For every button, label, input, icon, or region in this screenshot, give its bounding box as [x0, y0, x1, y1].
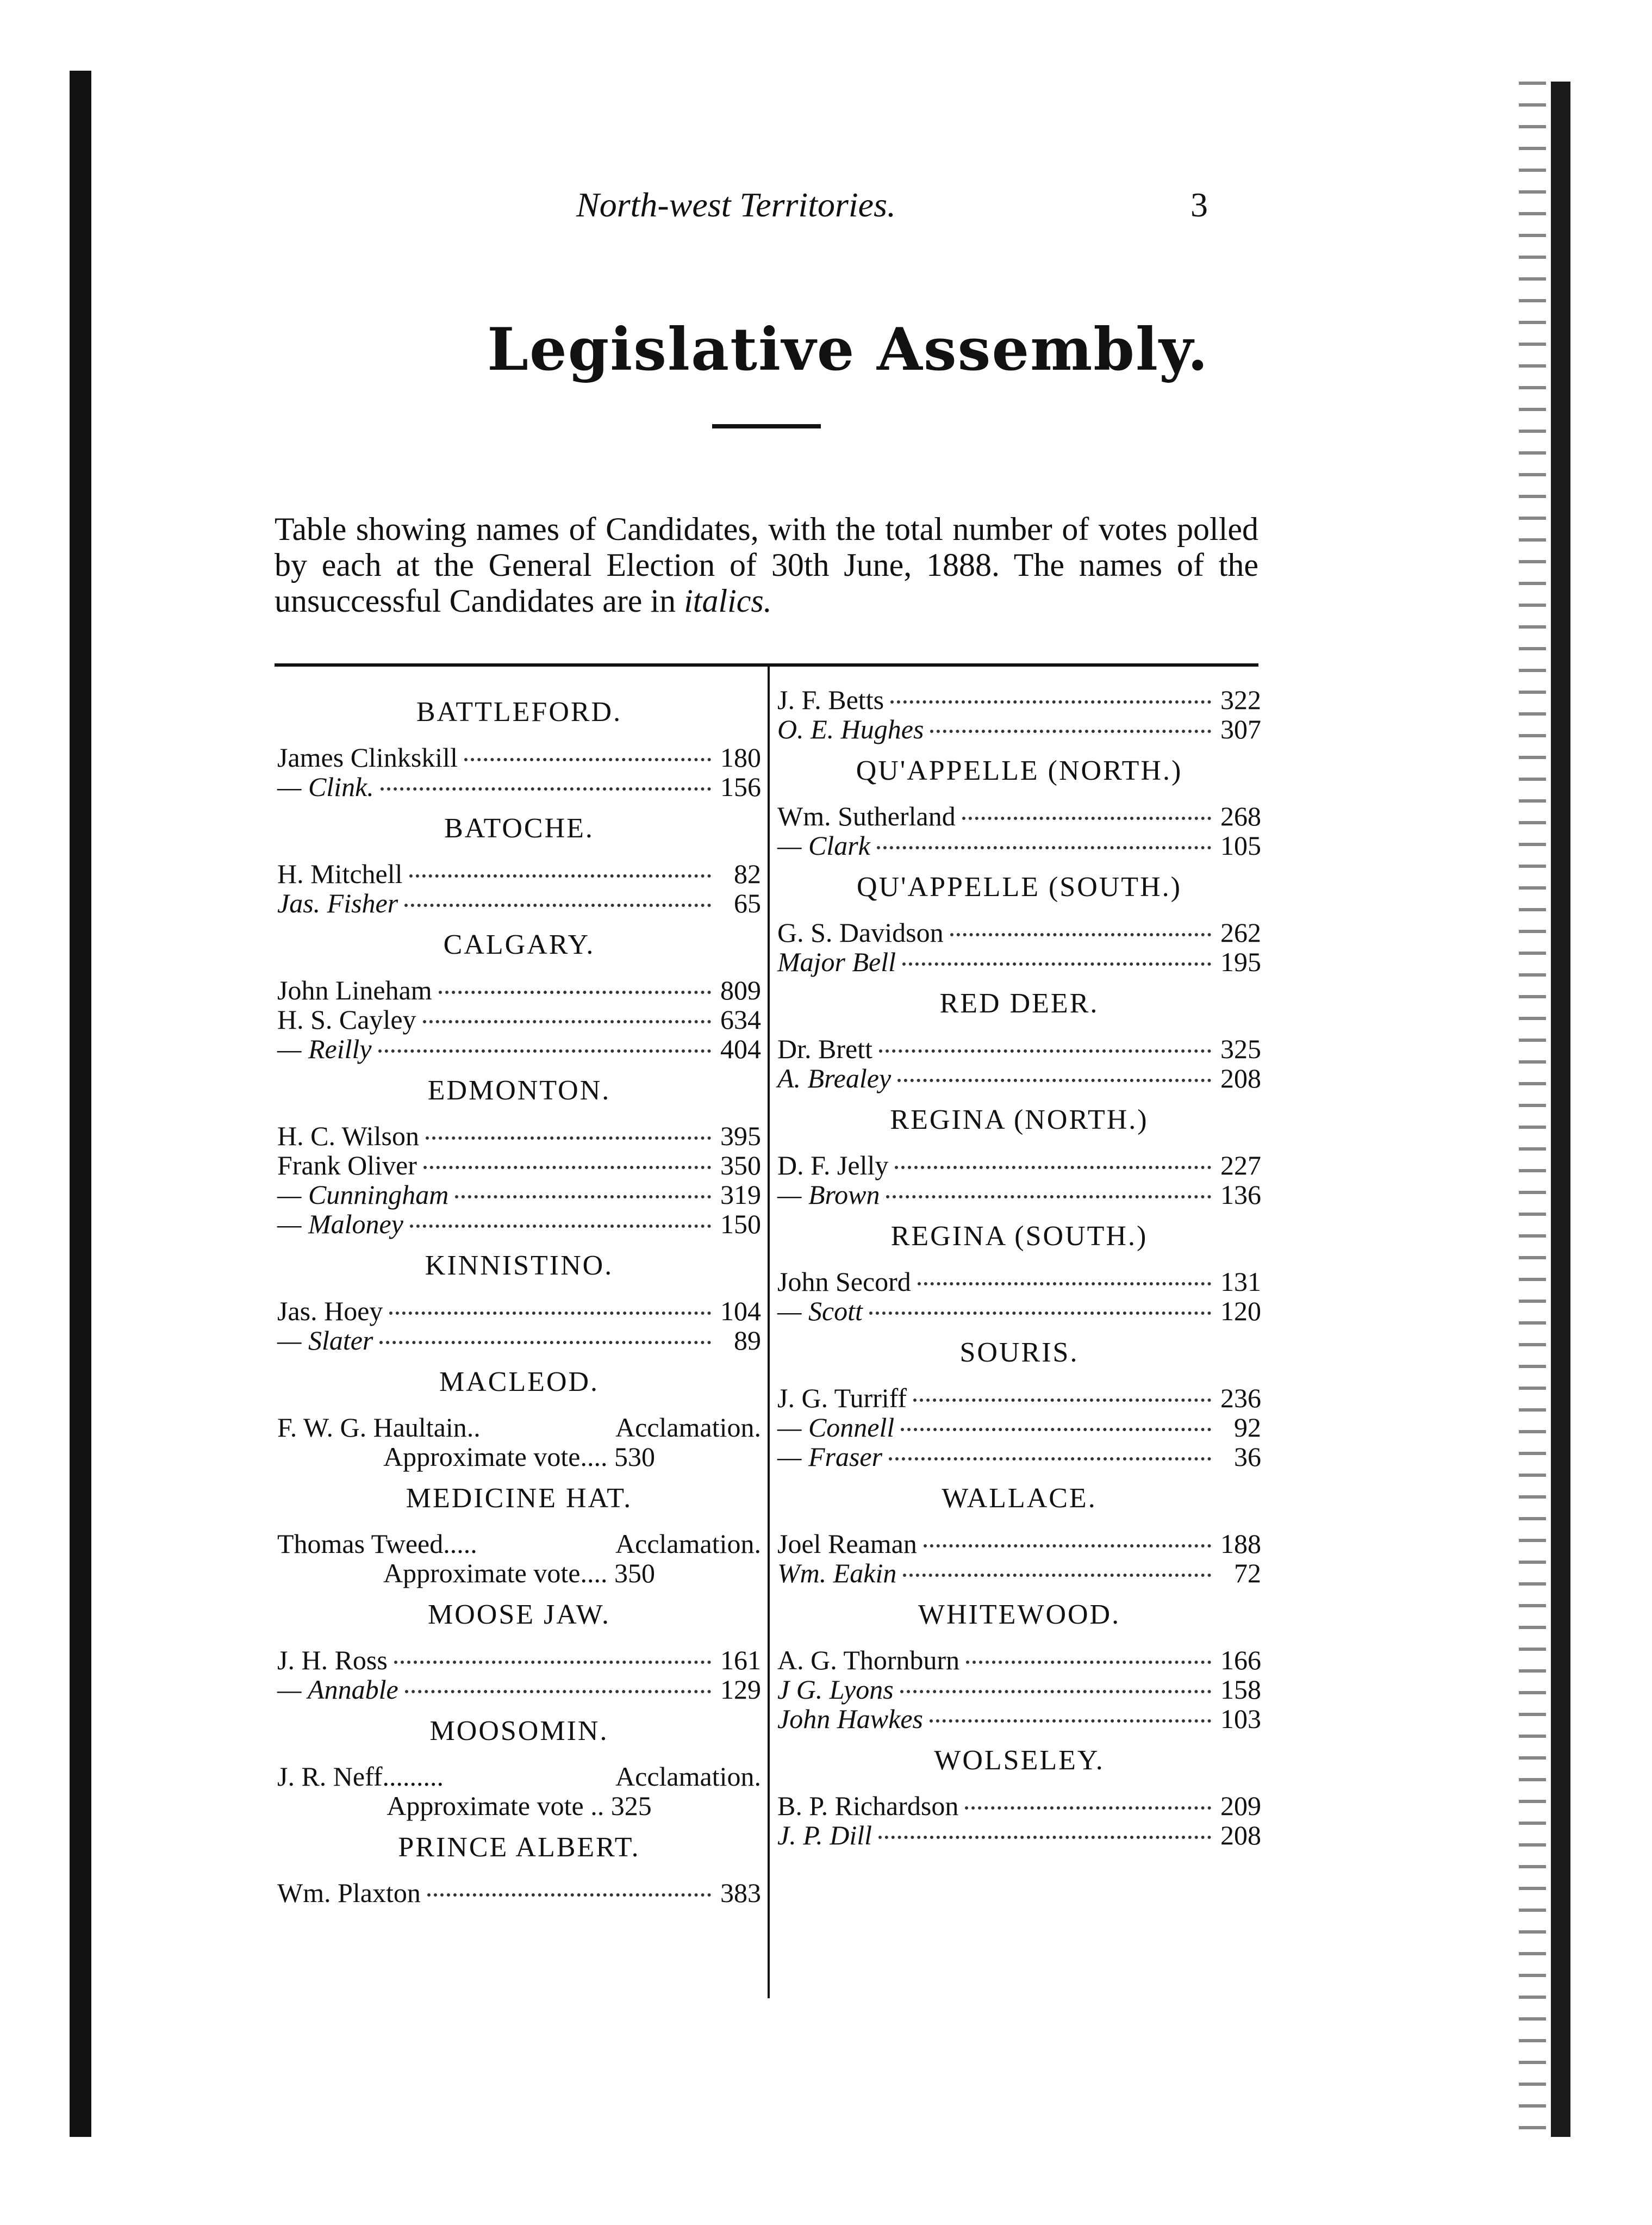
candidate-row [777, 714, 1261, 744]
candidate-row [277, 859, 761, 888]
candidate-row [777, 1558, 1261, 1588]
candidate-row [777, 1034, 1261, 1064]
dot-leader [950, 933, 1211, 936]
candidate-name: Joel Reaman [777, 1528, 917, 1559]
candidate-name: H. S. Cayley [277, 1004, 416, 1035]
district-name: PRINCE ALBERT. [398, 1832, 640, 1863]
vote-count: 350 [720, 1150, 761, 1180]
district-name: MOOSE JAW. [428, 1599, 610, 1630]
dot-leader [879, 1049, 1211, 1053]
dot-leader [423, 1020, 711, 1023]
dot-leader [886, 1195, 1211, 1198]
dot-leader [903, 1574, 1211, 1577]
dot-leader [455, 1195, 711, 1198]
dot-leader [869, 1312, 1211, 1315]
page-title: Legislative Assembly. [487, 315, 1209, 384]
district-name: WOLSELEY. [934, 1745, 1105, 1776]
candidate-row [277, 1645, 761, 1675]
candidate-row [277, 1151, 761, 1180]
intro-paragraph [275, 511, 1258, 619]
dot-leader [889, 1457, 1211, 1460]
district-name: QU'APPELLE (NORTH.) [856, 755, 1183, 786]
district-name: WALLACE. [942, 1483, 1097, 1514]
vote-count: 395 [720, 1121, 761, 1151]
candidate-name: A. G. Thornburn [777, 1645, 960, 1675]
dot-leader [901, 1428, 1211, 1431]
candidate-row [777, 918, 1261, 947]
district-block [777, 1743, 1261, 1850]
district-block [777, 1481, 1261, 1588]
candidate-row [777, 1151, 1261, 1180]
dot-leader [965, 1806, 1211, 1810]
candidate-name: — Slater [277, 1325, 373, 1356]
district-block [277, 1714, 761, 1820]
approximate-vote: Approximate vote.... 530 [383, 1441, 655, 1472]
district-block [277, 1248, 761, 1355]
vote-count: 104 [720, 1296, 761, 1326]
vote-count: 209 [1220, 1791, 1261, 1821]
district-block [277, 695, 761, 801]
dot-leader [962, 817, 1211, 820]
dot-leader [439, 991, 711, 994]
candidate-row [277, 1326, 761, 1355]
district-name: CALGARY. [443, 929, 595, 960]
district-name: QU'APPELLE (SOUTH.) [857, 872, 1182, 903]
vote-count: 325 [1220, 1034, 1261, 1064]
candidate-name: — Maloney [277, 1209, 403, 1239]
candidate-row [277, 772, 761, 801]
dot-leader [427, 1893, 711, 1897]
acclamation-row [277, 1413, 761, 1442]
district-block [777, 1103, 1261, 1209]
district-block [777, 1219, 1261, 1326]
vote-count: 92 [1234, 1412, 1261, 1443]
dot-leader [381, 787, 711, 791]
vote-count: 268 [1220, 801, 1261, 831]
vote-count: 150 [720, 1209, 761, 1239]
title-rule [712, 424, 821, 428]
vote-count: 161 [720, 1645, 761, 1675]
candidate-name: J G. Lyons [777, 1674, 894, 1705]
candidate-name: — Fraser [777, 1441, 883, 1472]
right-column [777, 685, 1261, 1850]
district-name: SOURIS. [959, 1337, 1079, 1368]
candidate-name: H. C. Wilson [277, 1121, 419, 1151]
dot-leader [423, 1166, 711, 1169]
acclamation-row [277, 1762, 761, 1791]
candidate-name: James Clinkskill [277, 742, 458, 773]
candidate-name: D. F. Jelly [777, 1150, 889, 1180]
dot-leader [895, 1166, 1211, 1169]
candidate-name: J. R. Neff......... [277, 1761, 444, 1792]
candidate-name: — Clark [777, 830, 870, 861]
candidate-row [777, 801, 1261, 831]
district-name: REGINA (SOUTH.) [890, 1221, 1148, 1252]
dot-leader [918, 1282, 1211, 1285]
district-block [777, 754, 1261, 860]
dot-leader [930, 1719, 1211, 1723]
candidate-row [777, 831, 1261, 860]
candidate-name: — Reilly [277, 1034, 372, 1064]
candidate-name: Jas. Hoey [277, 1296, 383, 1326]
candidate-row [777, 947, 1261, 977]
candidate-row [777, 1180, 1261, 1209]
dot-leader [389, 1312, 711, 1315]
district-name: EDMONTON. [427, 1075, 611, 1106]
district-block [777, 1598, 1261, 1733]
dot-leader [930, 730, 1211, 733]
candidate-name: G. S. Davidson [777, 917, 944, 948]
candidate-name: — Annable [277, 1674, 398, 1705]
candidate-row [777, 1413, 1261, 1442]
candidate-row [277, 975, 761, 1005]
vote-count: 65 [734, 888, 761, 918]
district-block [777, 1335, 1261, 1471]
candidate-name: Wm. Eakin [777, 1558, 897, 1588]
district-block [277, 811, 761, 918]
candidate-name: Major Bell [777, 947, 896, 977]
vote-count: 89 [734, 1325, 761, 1356]
acclamation-note: Acclamation. [615, 1528, 761, 1559]
vote-count: 120 [1220, 1296, 1261, 1326]
candidate-name: — Cunningham [277, 1179, 449, 1210]
district-block [277, 1481, 761, 1588]
dot-leader [410, 1225, 711, 1228]
dot-leader [378, 1049, 711, 1053]
scan-edge-right [1551, 82, 1570, 2137]
district-name: WHITEWOOD. [918, 1599, 1121, 1630]
candidate-row [277, 888, 761, 918]
vote-count: 36 [1234, 1441, 1261, 1472]
vote-count: 158 [1220, 1674, 1261, 1705]
district-name: BATTLEFORD. [416, 697, 622, 728]
district-name: MOOSOMIN. [429, 1716, 609, 1747]
table-top-rule [275, 663, 1258, 667]
vote-count: 188 [1220, 1528, 1261, 1559]
candidate-name: Dr. Brett [777, 1034, 872, 1064]
vote-count: 156 [720, 772, 761, 802]
district-block [277, 1073, 761, 1239]
dot-leader [877, 846, 1211, 849]
scan-speckle-right [1519, 82, 1546, 2137]
dot-leader [913, 1399, 1211, 1402]
approximate-vote: Approximate vote.... 350 [383, 1558, 655, 1588]
candidate-row [777, 1267, 1261, 1296]
dot-leader [426, 1136, 711, 1140]
candidate-name: — Connell [777, 1412, 895, 1443]
district-name: REGINA (NORTH.) [890, 1104, 1149, 1135]
district-block [277, 1365, 761, 1471]
district-block [777, 986, 1261, 1093]
dot-leader [924, 1544, 1211, 1547]
district-name: BATOCHE. [444, 813, 594, 844]
district-name: MACLEOD. [439, 1366, 600, 1397]
dot-leader [878, 1836, 1211, 1839]
candidate-row [277, 1180, 761, 1209]
district-block [777, 685, 1261, 744]
scan-edge-left [70, 71, 91, 2137]
vote-count: 72 [1234, 1558, 1261, 1588]
left-column [277, 685, 761, 1907]
candidate-row [777, 1704, 1261, 1733]
candidate-name: Wm. Plaxton [277, 1878, 421, 1908]
candidate-name: H. Mitchell [277, 859, 403, 889]
candidate-name: O. E. Hughes [777, 714, 924, 744]
intro-italic-word: italics. [684, 583, 772, 619]
candidate-row [777, 1442, 1261, 1471]
dot-leader [966, 1661, 1211, 1664]
vote-count: 319 [720, 1179, 761, 1210]
candidate-name: A. Brealey [777, 1063, 892, 1093]
dot-leader [464, 758, 711, 761]
candidate-name: Jas. Fisher [277, 888, 398, 918]
district-block [277, 928, 761, 1064]
candidate-row [277, 1005, 761, 1034]
acclamation-note: Acclamation. [615, 1412, 761, 1443]
candidate-name: — Clink. [277, 772, 374, 802]
candidate-name: John Hawkes [777, 1704, 923, 1734]
candidate-name: Thomas Tweed..... [277, 1528, 477, 1559]
dot-leader [409, 874, 711, 878]
candidate-row [777, 1296, 1261, 1326]
vote-count: 136 [1220, 1179, 1261, 1210]
candidate-row [277, 1675, 761, 1704]
vote-count: 809 [720, 975, 761, 1005]
candidate-name: John Secord [777, 1266, 911, 1297]
candidate-name: John Lineham [277, 975, 432, 1005]
dot-leader [902, 962, 1211, 966]
vote-count: 166 [1220, 1645, 1261, 1675]
page-header [576, 185, 1229, 234]
candidate-row [777, 1064, 1261, 1093]
district-block [777, 870, 1261, 977]
column-divider [768, 666, 770, 1998]
candidate-name: — Scott [777, 1296, 863, 1326]
running-head: North-west Territories. [576, 185, 896, 224]
candidate-row [777, 1645, 1261, 1675]
dot-leader [897, 1079, 1211, 1082]
acclamation-row [277, 1529, 761, 1558]
district-name: RED DEER. [939, 988, 1099, 1019]
candidate-row [777, 1791, 1261, 1820]
candidate-row [277, 1209, 761, 1239]
candidate-row [777, 1675, 1261, 1704]
candidate-row [277, 743, 761, 772]
page-number: 3 [1190, 185, 1208, 224]
vote-count: 262 [1220, 917, 1261, 948]
candidate-row [777, 685, 1261, 714]
intro-text: Table showing names of Candidates, with the total number of votes polled by each at the General Election of 30th June, 1888. The names of the unsuccessful Candidates are in [275, 511, 1258, 619]
candidate-row [777, 1820, 1261, 1850]
candidate-name: F. W. G. Haultain.. [277, 1412, 481, 1443]
vote-count: 82 [734, 859, 761, 889]
candidate-name: Frank Oliver [277, 1150, 417, 1180]
dot-leader [404, 904, 711, 907]
candidate-name: J. P. Dill [777, 1820, 872, 1850]
vote-count: 307 [1220, 714, 1261, 744]
vote-count: 236 [1220, 1383, 1261, 1413]
district-block [277, 1830, 761, 1907]
vote-count: 227 [1220, 1150, 1261, 1180]
district-name: KINNISTINO. [425, 1250, 614, 1281]
dot-leader [379, 1341, 711, 1344]
approximate-vote: Approximate vote .. 325 [386, 1791, 652, 1821]
candidate-row [277, 1121, 761, 1151]
acclamation-note: Acclamation. [615, 1761, 761, 1792]
vote-count: 208 [1220, 1820, 1261, 1850]
candidate-name: — Brown [777, 1179, 880, 1210]
vote-count: 131 [1220, 1266, 1261, 1297]
candidate-row [277, 1034, 761, 1064]
vote-count: 322 [1220, 685, 1261, 715]
candidate-row [777, 1383, 1261, 1413]
vote-count: 195 [1220, 947, 1261, 977]
candidate-row [277, 1878, 761, 1907]
dot-leader [394, 1661, 711, 1664]
vote-count: 208 [1220, 1063, 1261, 1093]
district-name: MEDICINE HAT. [406, 1483, 633, 1514]
dot-leader [405, 1690, 711, 1693]
candidate-name: J. H. Ross [277, 1645, 388, 1675]
dot-leader [890, 700, 1211, 704]
candidate-name: J. F. Betts [777, 685, 884, 715]
candidate-name: B. P. Richardson [777, 1791, 959, 1821]
candidate-name: Wm. Sutherland [777, 801, 956, 831]
candidate-name: J. G. Turriff [777, 1383, 907, 1413]
candidate-row [277, 1296, 761, 1326]
district-block [277, 1598, 761, 1704]
dot-leader [900, 1690, 1211, 1693]
vote-count: 383 [720, 1878, 761, 1908]
vote-count: 634 [720, 1004, 761, 1035]
candidate-row [777, 1529, 1261, 1558]
vote-count: 180 [720, 742, 761, 773]
vote-count: 103 [1220, 1704, 1261, 1734]
vote-count: 105 [1220, 830, 1261, 861]
vote-count: 404 [720, 1034, 761, 1064]
vote-count: 129 [720, 1674, 761, 1705]
